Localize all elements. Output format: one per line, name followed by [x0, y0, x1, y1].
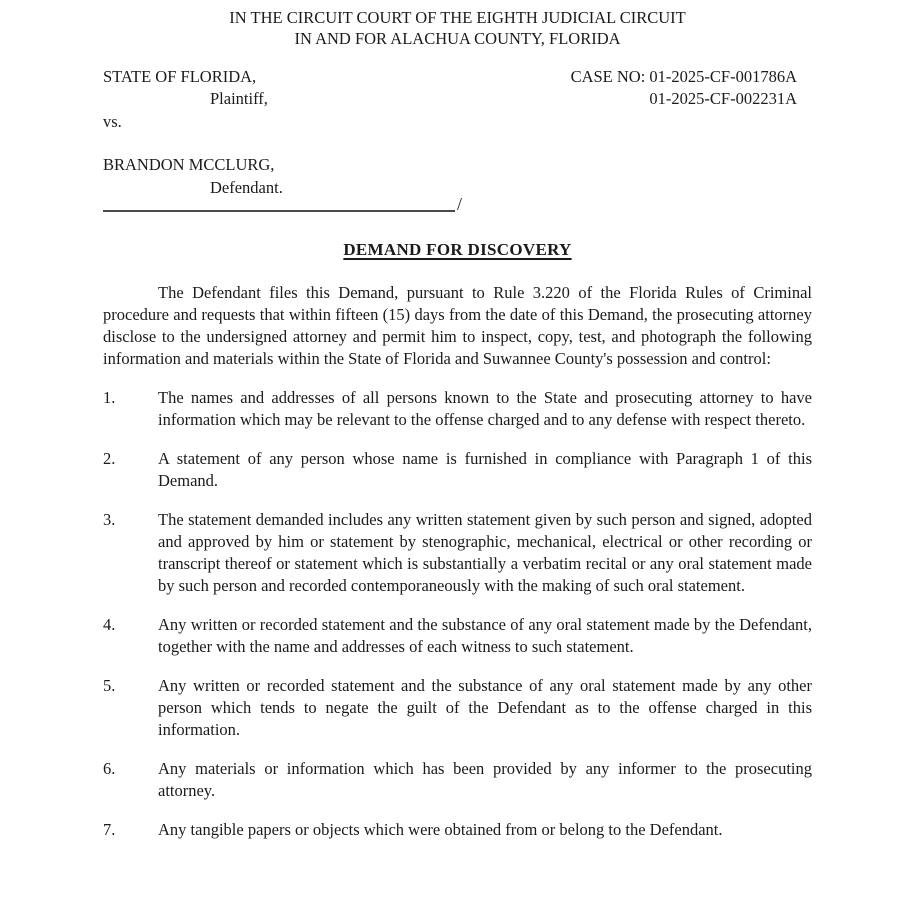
case-numbers-block — [571, 66, 812, 199]
plaintiff-name: STATE OF FLORIDA, — [103, 67, 257, 86]
demand-item-3 — [103, 509, 812, 597]
plaintiff-role: Plaintiff, — [210, 89, 268, 109]
item-text: Any written or recorded statement and the substance of any oral statement made by the Defendant, together with the name and addresses of each witness to such statement. — [158, 615, 812, 657]
item-text: A statement of any person whose name is furnished in compliance with Paragraph 1 of this Demand. — [158, 449, 812, 491]
separator-rule-line — [103, 198, 455, 212]
item-text: The statement demanded includes any written statement given by such person and signed, adopted and approved by him or statement by stenographic, mechanical, electrical or other recording or transcript thereof or statement which is substantially a verbatim recital or any oral statement made by such person and recorded contemporaneously with the making of such oral statement. — [158, 510, 812, 596]
demand-item-4 — [103, 614, 812, 658]
intro-paragraph: The Defendant files this Demand, pursuant to Rule 3.220 of the Florida Rules of Criminal procedure and requests that within fifteen (15) days from the date of this Demand, the prosecuting attorney disclose to the undersigned attorney and permit him to inspect, copy, test, and photograph the following information and materials within the State of Florida and Suwannee County's possession and control: — [103, 283, 812, 369]
case-caption — [103, 66, 812, 199]
item-number: 2. — [103, 449, 116, 469]
versus-label: vs. — [103, 111, 122, 131]
demand-item-5 — [103, 675, 812, 741]
court-header-line1: IN THE CIRCUIT COURT OF THE EIGHTH JUDICIAL CIRCUIT — [229, 8, 686, 27]
court-header — [103, 7, 812, 49]
document-title: DEMAND FOR DISCOVERY — [343, 240, 572, 260]
case-number-line2: 01-2025-CF-002231A — [649, 89, 797, 109]
item-number: 4. — [103, 615, 116, 635]
item-number: 5. — [103, 676, 116, 696]
demand-item-1 — [103, 387, 812, 431]
item-text: Any materials or information which has been provided by any informer to the prosecuting attorney. — [158, 759, 812, 801]
defendant-role: Defendant. — [210, 177, 283, 197]
item-number: 6. — [103, 759, 116, 779]
demand-item-7 — [103, 819, 812, 841]
case-number-line1: CASE NO: 01-2025-CF-001786A — [570, 67, 797, 86]
defendant-name: BRANDON MCCLURG, — [103, 155, 275, 175]
item-text: Any written or recorded statement and the substance of any oral statement made by any other person which tends to negate the guilt of the Defendant as to the offense charged in this information. — [158, 676, 812, 740]
demand-item-6 — [103, 758, 812, 802]
separator-slash: / — [457, 194, 463, 215]
parties-block — [103, 66, 283, 199]
item-number: 1. — [103, 388, 116, 408]
demand-item-2 — [103, 448, 812, 492]
item-number: 3. — [103, 510, 116, 530]
item-number: 7. — [103, 820, 116, 840]
item-text: The names and addresses of all persons known to the State and prosecuting attorney to have information which may be relevant to the offense charged and to any defense with respect thereto. — [158, 388, 812, 430]
item-text: Any tangible papers or objects which were obtained from or belong to the Defendant. — [158, 820, 723, 840]
court-header-line2: IN AND FOR ALACHUA COUNTY, FLORIDA — [294, 29, 621, 48]
